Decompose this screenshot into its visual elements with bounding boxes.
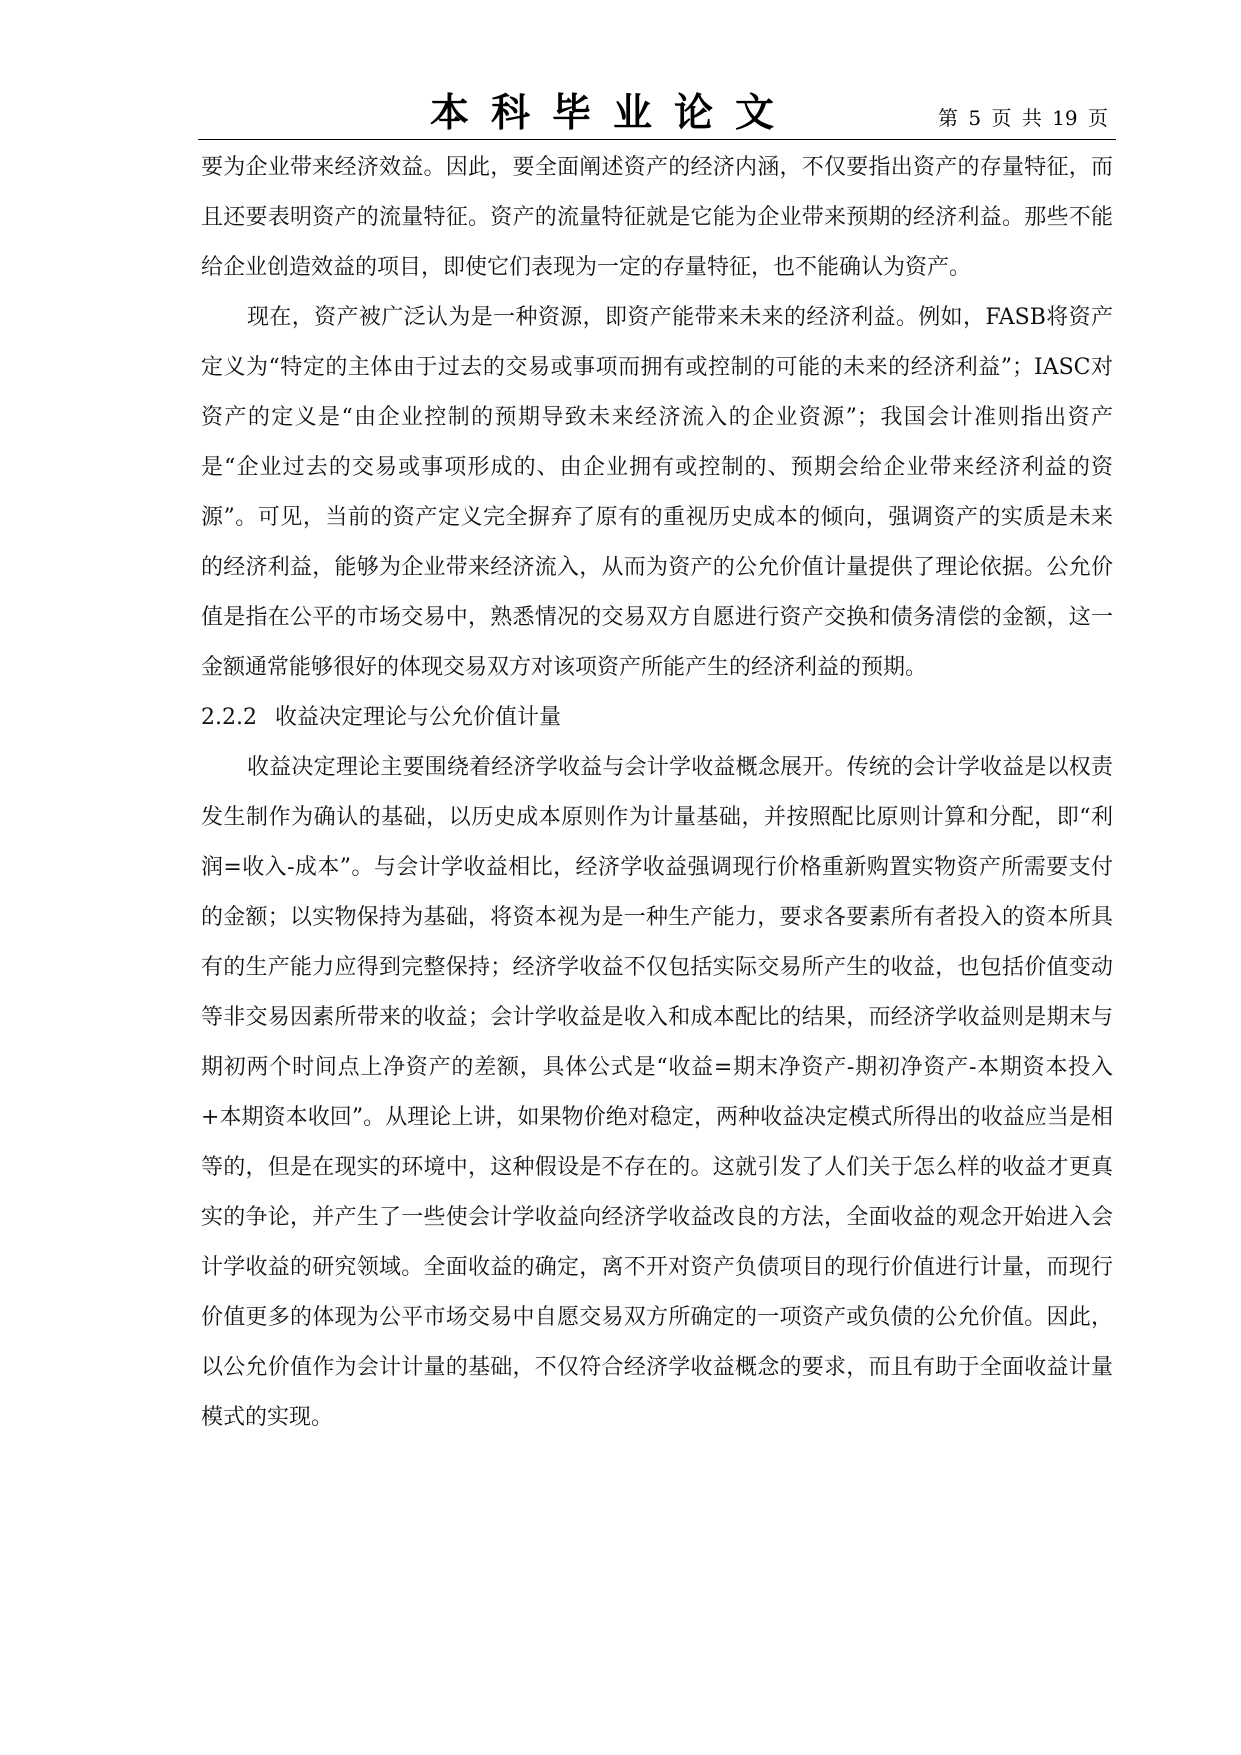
page-number: 第 5 页 共 19 页: [938, 106, 1108, 130]
header-divider: [198, 139, 1116, 140]
paragraph-1: 要为企业带来经济效益。因此，要全面阐述资产的经济内涵，不仅要指出资产的存量特征，而且还要表明资产的流量特征。资产的流量特征就是它能为企业带来预期的经济利益。那些不能给企业创造效益的项目，即使它们表现为一定的存量特征，也不能确认为资产。: [201, 155, 1113, 280]
body-text: [201, 143, 1113, 1443]
section-number: 2.2.2: [201, 705, 257, 730]
paragraph-2: 现在，资产被广泛认为是一种资源，即资产能带来未来的经济利益。例如，FASB将资产定义为“特定的主体由于过去的交易或事项而拥有或控制的可能的未来的经济利益”；IASC对资产的定义是“由企业控制的预期导致未来经济流入的企业资源”；我国会计准则指出资产是“企业过去的交易或事项形成的、由企业拥有或控制的、预期会给企业带来经济利益的资源”。可见，当前的资产定义完全摒弃了原有的重视历史成本的倾向，强调资产的实质是未来的经济利益，能够为企业带来经济流入，从而为资产的公允价值计量提供了理论依据。公允价值是指在公平的市场交易中，熟悉情况的交易双方自愿进行资产交换和债务清偿的金额，这一金额通常能够很好的体现交易双方对该项资产所能产生的经济利益的预期。: [201, 305, 1113, 680]
page-header: [198, 82, 1116, 142]
paragraph-3: 收益决定理论主要围绕着经济学收益与会计学收益概念展开。传统的会计学收益是以权责发生制作为确认的基础，以历史成本原则作为计量基础，并按照配比原则计算和分配，即“利润=收入-成本”。与会计学收益相比，经济学收益强调现行价格重新购置实物资产所需要支付的金额；以实物保持为基础，将资本视为是一种生产能力，要求各要素所有者投入的资本所具有的生产能力应得到完整保持；经济学收益不仅包括实际交易所产生的收益，也包括价值变动等非交易因素所带来的收益；会计学收益是收入和成本配比的结果，而经济学收益则是期末与期初两个时间点上净资产的差额，具体公式是“收益=期末净资产-期初净资产-本期资本投入+本期资本收回”。从理论上讲，如果物价绝对稳定，两种收益决定模式所得出的收益应当是相等的，但是在现实的环境中，这种假设是不存在的。这就引发了人们关于怎么样的收益才更真实的争论，并产生了一些使会计学收益向经济学收益改良的方法，全面收益的观念开始进入会计学收益的研究领域。全面收益的确定，离不开对资产负债项目的现行价值进行计量，而现行价值更多的体现为公平市场交易中自愿交易双方所确定的一项资产或负债的公允价值。因此，以公允价值作为会计计量的基础，不仅符合经济学收益概念的要求，而且有助于全面收益计量模式的实现。: [201, 755, 1113, 1430]
thesis-title: 本科毕业论文: [430, 91, 797, 136]
section-heading: [201, 693, 1113, 743]
section-title: 收益决定理论与公允价值计量: [275, 705, 562, 730]
